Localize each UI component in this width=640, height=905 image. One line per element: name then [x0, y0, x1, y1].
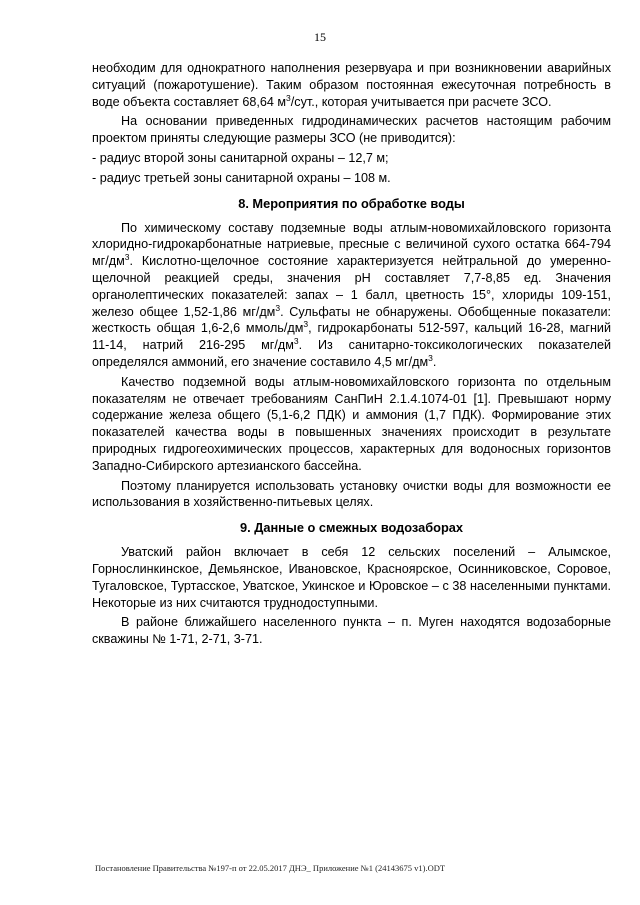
paragraph-purification-plan: Поэтому планируется использовать установку очистки воды для возможности ее использования в хозяйственно-питьевых целях. — [92, 478, 611, 510]
section-9-heading: 9. Данные о смежных водозаборах — [239, 520, 464, 536]
section-8-heading: 8. Мероприятия по обработке воды — [238, 195, 465, 211]
page-number: 15 — [314, 30, 326, 44]
paragraph-zso-sizes: На основании приведенных гидродинамических расчетов настоящим рабочим проектом приняты следующие размеры ЗСО (не приводится): — [92, 114, 611, 146]
paragraph-chemical-composition: По химическому составу подземные воды атлым-новомихайловского горизонта хлоридно-гидрокарбонатные натриевые, пресные с величиной сухого остатка 664-794 $мг/дм^3$. Кислотно-щелочное состояние характеризуется нейтральной до умеренно-щелочной реакцией среды, значения pH составляет 7,7-8,85 ед. Значения органолептических показателей: запах – 1 балл, цветность 15°, хлориды 109-151, железо общее 1,52-1,86 $мг/дм^3$. Сульфаты не обнаружены. Обобщенные показатели: жесткость общая 1,6-2,6 ммоль/$дм^3$, гидрокарбонаты 512-597, кальций 16-28, магний 11-14, натрий 216-295 $мг/дм^3$. Из санитарно-токсикологических показателей определялся аммоний, его значение составило 4,5 $мг/дм^3$. — [92, 220, 612, 369]
page-footer: Постановление Правительства №197-п от 22.05.2017 ДНЭ_ Приложение №1 (24143675 v1).ODT — [95, 863, 446, 873]
paragraph-uvat-district: Уватский район включает в себя 12 сельских поселений – Алымское, Горнослинкинское, Демьянское, Ивановское, Красноярское, Осинниковское, Соровое, Тугаловское, Туртасское, Уватское, Укинское и Юровское – с 38 населенными пунктами. Некоторые из них считаются труднодоступными. — [92, 545, 611, 610]
paragraph-nearest-wells: В районе ближайшего населенного пункта – п. Муген находятся водозаборные скважины № 1-71, 2-71, 3-71. — [92, 615, 611, 647]
paragraph-water-quality: Качество подземной воды атлым-новомихайловского горизонта по отдельным показателям не отвечает требованиям СанПиН 2.1.4.1074-01 [1]. Превышают норму содержание железа общего (5,1-6,2 ПДК) и аммония (1,7 ПДК). Формирование этих показателей качества воды в повышенных значениях происходит в результате природных гидрогеохимических процессов, характерных для водоносных горизонтов Западно-Сибирского артезианского бассейна. — [92, 374, 611, 473]
list-item-zone3: - радиус третьей зоны санитарной охраны – 108 м. — [92, 170, 391, 185]
list-item-zone2: - радиус второй зоны санитарной охраны – 12,7 м; — [92, 150, 389, 165]
paragraph-water-demand: необходим для однократного наполнения резервуара и при возникновении аварийных ситуаций (пожаротушение). Таким образом постоянная ежесуточная потребность в воде объекта составляет 68,64 $м^3$/сут., которая учитывается при расчете ЗСО. — [92, 61, 611, 109]
document-body — [92, 60, 611, 648]
